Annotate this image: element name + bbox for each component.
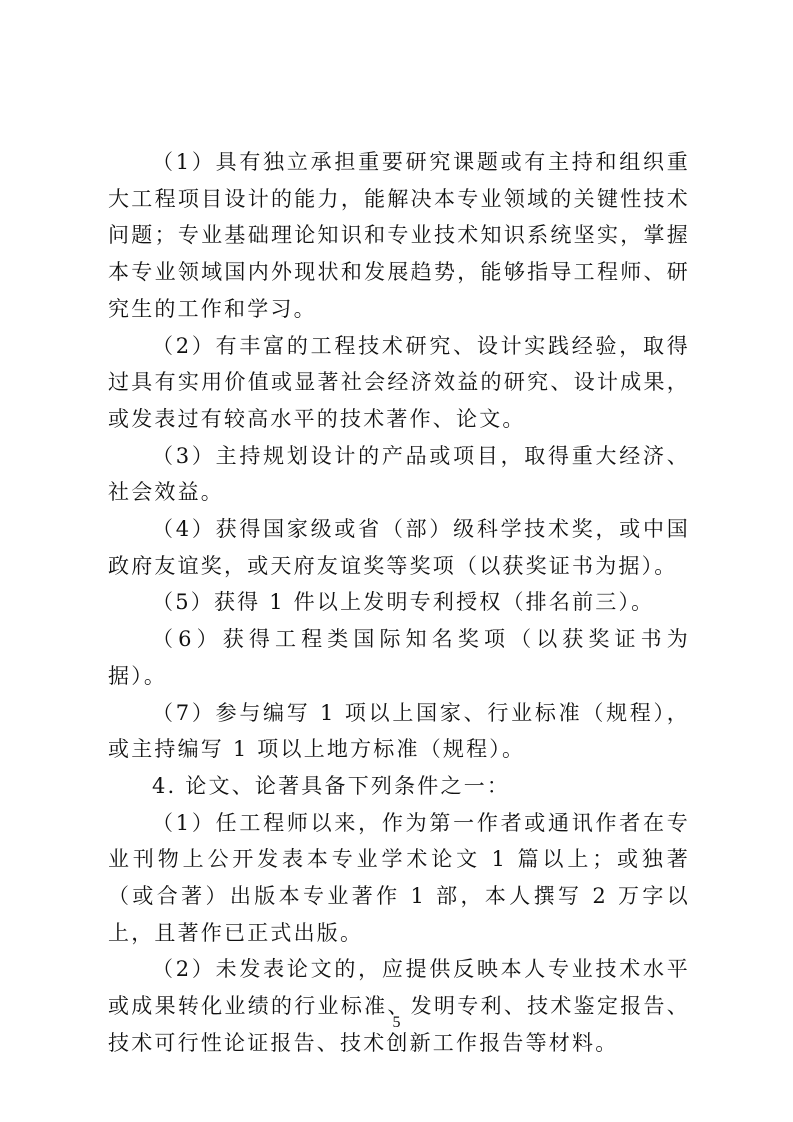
paragraph-criterion-2: （2）有丰富的工程技术研究、设计实践经验，取得过具有实用价值或显著社会经济效益的研究、设计成果，或发表过有较高水平的技术著作、论文。 xyxy=(108,333,690,431)
document-body xyxy=(108,144,690,1062)
paragraph-criterion-3: （3）主持规划设计的产品或项目，取得重大经济、社会效益。 xyxy=(108,443,690,505)
page-number: 5 xyxy=(392,1014,401,1031)
paragraph-criterion-1: （1）具有独立承担重要研究课题或有主持和组织重大工程项目设计的能力，能解决本专业领域的关键性技术问题；专业基础理论知识和专业技术知识系统坚实，掌握本专业领域国内外现状和发展趋势，能够指导工程师、研究生的工作和学习。 xyxy=(108,150,690,321)
paragraph-papers-1: （1）任工程师以来，作为第一作者或通讯作者在专业刊物上公开发表本专业学术论文 1 篇以上；或独著（或合著）出版本专业著作 1 部，本人撰写 2 万字以上，且著作已正式出版。 xyxy=(108,810,690,945)
paragraph-criterion-5: （5）获得 1 件以上发明专利授权（排名前三）。 xyxy=(152,590,655,615)
section-heading-papers: 4. 论文、论著具备下列条件之一： xyxy=(152,773,511,798)
paragraph-criterion-4: （4）获得国家级或省（部）级科学技术奖，或中国政府友谊奖，或天府友谊奖等奖项（以获奖证书为据）。 xyxy=(108,517,690,578)
paragraph-papers-2: （2）未发表论文的，应提供反映本人专业技术水平或成果转化业绩的行业标准、发明专利、技术鉴定报告、技术可行性论证报告、技术创新工作报告等材料。 xyxy=(108,957,690,1055)
paragraph-criterion-6: （6）获得工程类国际知名奖项（以获奖证书为据）。 xyxy=(108,627,690,688)
paragraph-criterion-7: （7）参与编写 1 项以上国家、行业标准（规程），或主持编写 1 项以上地方标准（规程）。 xyxy=(108,700,690,762)
